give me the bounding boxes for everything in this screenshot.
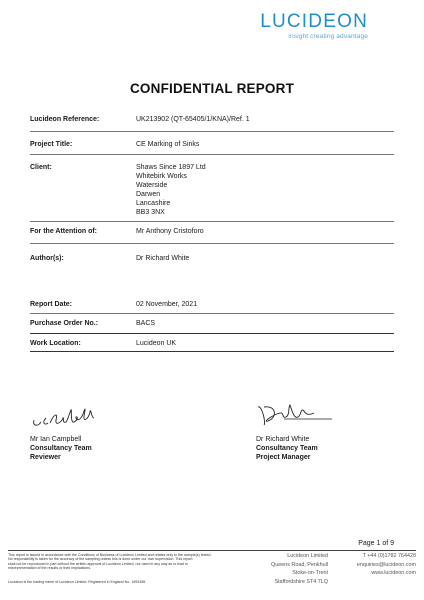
client-line: Waterside bbox=[136, 182, 168, 189]
company-contact bbox=[338, 552, 416, 578]
client-line: BB3 3NX bbox=[136, 209, 165, 216]
purchase-order-value: BACS bbox=[136, 320, 156, 327]
divider bbox=[30, 221, 394, 222]
reviewer-name: Mr Ian Campbell bbox=[30, 436, 82, 443]
attention-value: Mr Anthony Cristoforo bbox=[136, 228, 204, 235]
project-value: CE Marking of Sinks bbox=[136, 141, 200, 148]
client-line: Darwen bbox=[136, 191, 161, 198]
address-line: Queens Road, Penkhull bbox=[271, 561, 328, 568]
contact-website: www.lucideon.com bbox=[371, 570, 416, 577]
project-manager-block bbox=[256, 435, 318, 462]
reviewer-team: Consultancy Team bbox=[30, 445, 92, 452]
report-title: CONFIDENTIAL REPORT bbox=[129, 81, 295, 96]
purchase-order-label: Purchase Order No.: bbox=[30, 320, 99, 327]
logo-e-glyph: E bbox=[323, 11, 338, 32]
lucideon-logo bbox=[260, 12, 368, 40]
work-location-label: Work Location: bbox=[30, 340, 81, 347]
reference-value: UK213902 (QT-65405/1/KNA)/Ref. 1 bbox=[136, 116, 250, 123]
contact-email: enquiries@lucideon.com bbox=[356, 561, 416, 568]
disclaimer-line: No responsibility is taken for the accuracy of the sampling unless this is done under our own supervision. This report bbox=[8, 557, 193, 562]
report-date-value: 02 November, 2021 bbox=[136, 301, 198, 308]
client-line: Shaws Since 1897 Ltd bbox=[136, 164, 206, 171]
project-manager-role: Project Manager bbox=[256, 454, 311, 461]
address-line: Staffordshire ST4 7LQ bbox=[274, 578, 328, 585]
contact-phone: T +44 (0)1782 764428 bbox=[362, 553, 416, 559]
divider bbox=[30, 243, 394, 244]
reviewer-signature bbox=[28, 396, 108, 432]
disclaimer-line: This report is issued in accordance with the Conditions of Business of Lucideon Limited and relates only to the sample(s) tested. bbox=[8, 553, 212, 557]
project-manager-team: Consultancy Team bbox=[256, 445, 318, 452]
address-line: Lucideon Limited bbox=[287, 553, 328, 559]
client-address bbox=[136, 163, 206, 217]
reviewer-block bbox=[30, 435, 92, 462]
client-line: Lancashire bbox=[136, 200, 171, 207]
client-line: Whitebirk Works bbox=[136, 173, 187, 180]
client-label: Client: bbox=[30, 164, 52, 171]
reference-label: Lucideon Reference: bbox=[30, 116, 100, 123]
logo-tagline: insight creating advantage bbox=[288, 33, 368, 40]
divider bbox=[30, 351, 394, 352]
disclaimer-line: misrepresentation of the results or their implications. bbox=[8, 565, 92, 570]
work-location-value: Lucideon UK bbox=[136, 340, 177, 347]
divider bbox=[30, 154, 394, 155]
divider bbox=[30, 333, 394, 334]
project-manager-signature bbox=[254, 397, 336, 431]
authors-value: Dr Richard White bbox=[136, 255, 190, 262]
divider bbox=[30, 313, 394, 314]
report-date-label: Report Date: bbox=[30, 301, 73, 308]
authors-label: Author(s): bbox=[30, 255, 64, 262]
footer-divider bbox=[8, 550, 416, 551]
reviewer-role: Reviewer bbox=[30, 454, 61, 461]
attention-label: For the Attention of: bbox=[30, 228, 98, 235]
address-line: Stoke-on-Trent bbox=[292, 570, 328, 577]
divider bbox=[30, 131, 394, 132]
project-label: Project Title: bbox=[30, 141, 73, 148]
page-number: Page 1 of 9 bbox=[358, 540, 394, 547]
project-manager-name: Dr Richard White bbox=[256, 436, 310, 443]
logo-wordmark: LUCIDEON bbox=[260, 11, 368, 32]
disclaimer-line: shall not be reproduced in part without the written approval of Lucideon Limited, nor used in any way as to lead to bbox=[8, 561, 188, 566]
trading-name-note: Lucideon is the trading name of Lucideon Limited. Registered in England No. 1993456 bbox=[8, 580, 146, 584]
company-address bbox=[258, 552, 328, 586]
footer-disclaimer bbox=[8, 553, 263, 570]
